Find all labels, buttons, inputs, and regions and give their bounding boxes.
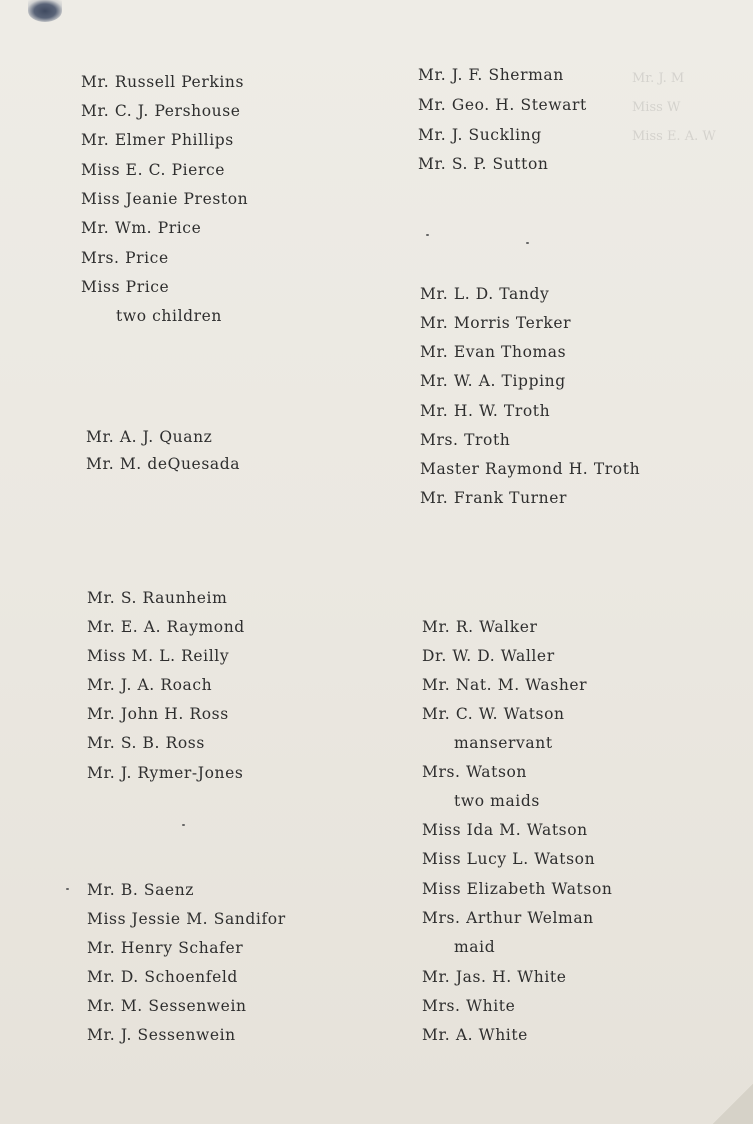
list-item: Mr. R. Walker: [422, 618, 538, 636]
list-item: Mr. S. B. Ross: [87, 734, 205, 752]
list-item: Miss E. C. Pierce: [81, 161, 226, 179]
list-item: Mr. Jas. H. White: [422, 968, 567, 986]
list-item: Mr. Elmer Phillips: [81, 131, 234, 149]
list-item: Miss Price: [81, 278, 170, 296]
list-item: Mr. J. Rymer-Jones: [87, 764, 244, 782]
list-item: Mr. E. A. Raymond: [87, 618, 245, 636]
list-item: Mr. Evan Thomas: [420, 343, 567, 361]
list-item: Mr. J. A. Roach: [87, 676, 213, 694]
list-item: Mr. M. deQuesada: [86, 455, 241, 473]
list-item: Mr. Frank Turner: [420, 489, 568, 507]
list-item: Mr. D. Schoenfeld: [87, 968, 238, 986]
list-item: Miss M. L. Reilly: [87, 647, 230, 665]
page-corner-curl: [713, 1084, 753, 1124]
list-item-indented: two children: [116, 307, 223, 325]
list-item: Mr. Nat. M. Washer: [422, 676, 588, 694]
list-item: Mr. S. P. Sutton: [418, 155, 549, 173]
list-item: Mr. Wm. Price: [81, 219, 202, 237]
list-item: Mr. C. W. Watson: [422, 705, 565, 723]
list-item: Mr. Russell Perkins: [81, 73, 245, 91]
stray-mark: [182, 824, 185, 826]
list-item: Mr. J. Suckling: [418, 126, 542, 144]
stray-mark: [526, 242, 529, 244]
show-through-text: Mr. J. M Miss W Miss E. A. W: [632, 71, 716, 144]
list-item: Mr. J. Sessenwein: [87, 1026, 236, 1044]
list-item: Mrs. Watson: [422, 763, 528, 781]
list-item: Mr. M. Sessenwein: [87, 997, 247, 1015]
list-item: Mr. J. F. Sherman: [418, 66, 564, 84]
list-item: Mr. H. W. Troth: [420, 402, 551, 420]
list-item: Miss Ida M. Watson: [422, 821, 588, 839]
list-item: Mr. W. A. Tipping: [420, 372, 566, 390]
list-item: Mr. C. J. Pershouse: [81, 102, 241, 120]
list-item-indented: two maids: [454, 792, 540, 810]
list-item: Mrs. Price: [81, 249, 169, 267]
list-item: Mrs. White: [422, 997, 516, 1015]
stray-mark: [426, 234, 429, 236]
list-item: Miss Jeanie Preston: [81, 190, 249, 208]
list-item: Master Raymond H. Troth: [420, 460, 641, 478]
list-item: Mr. S. Raunheim: [87, 589, 228, 607]
list-item-indented: maid: [454, 938, 496, 956]
list-item: Miss Jessie M. Sandifor: [87, 910, 286, 928]
list-item-indented: manservant: [454, 734, 553, 752]
ink-stain: [28, 0, 62, 22]
list-item: Mr. A. J. Quanz: [86, 428, 213, 446]
list-item: Mr. L. D. Tandy: [420, 285, 550, 303]
list-item: Miss Lucy L. Watson: [422, 850, 596, 868]
list-item: Mrs. Troth: [420, 431, 511, 449]
stray-mark: [66, 888, 69, 890]
list-item: Mr. B. Saenz: [87, 881, 195, 899]
list-item: Mrs. Arthur Welman: [422, 909, 594, 927]
list-item: Mr. Henry Schafer: [87, 939, 244, 957]
list-item: Dr. W. D. Waller: [422, 647, 555, 665]
list-item: Mr. Geo. H. Stewart: [418, 96, 587, 114]
list-item: Mr. John H. Ross: [87, 705, 229, 723]
list-item: Miss Elizabeth Watson: [422, 880, 613, 898]
list-item: Mr. Morris Terker: [420, 314, 572, 332]
list-item: Mr. A. White: [422, 1026, 528, 1044]
